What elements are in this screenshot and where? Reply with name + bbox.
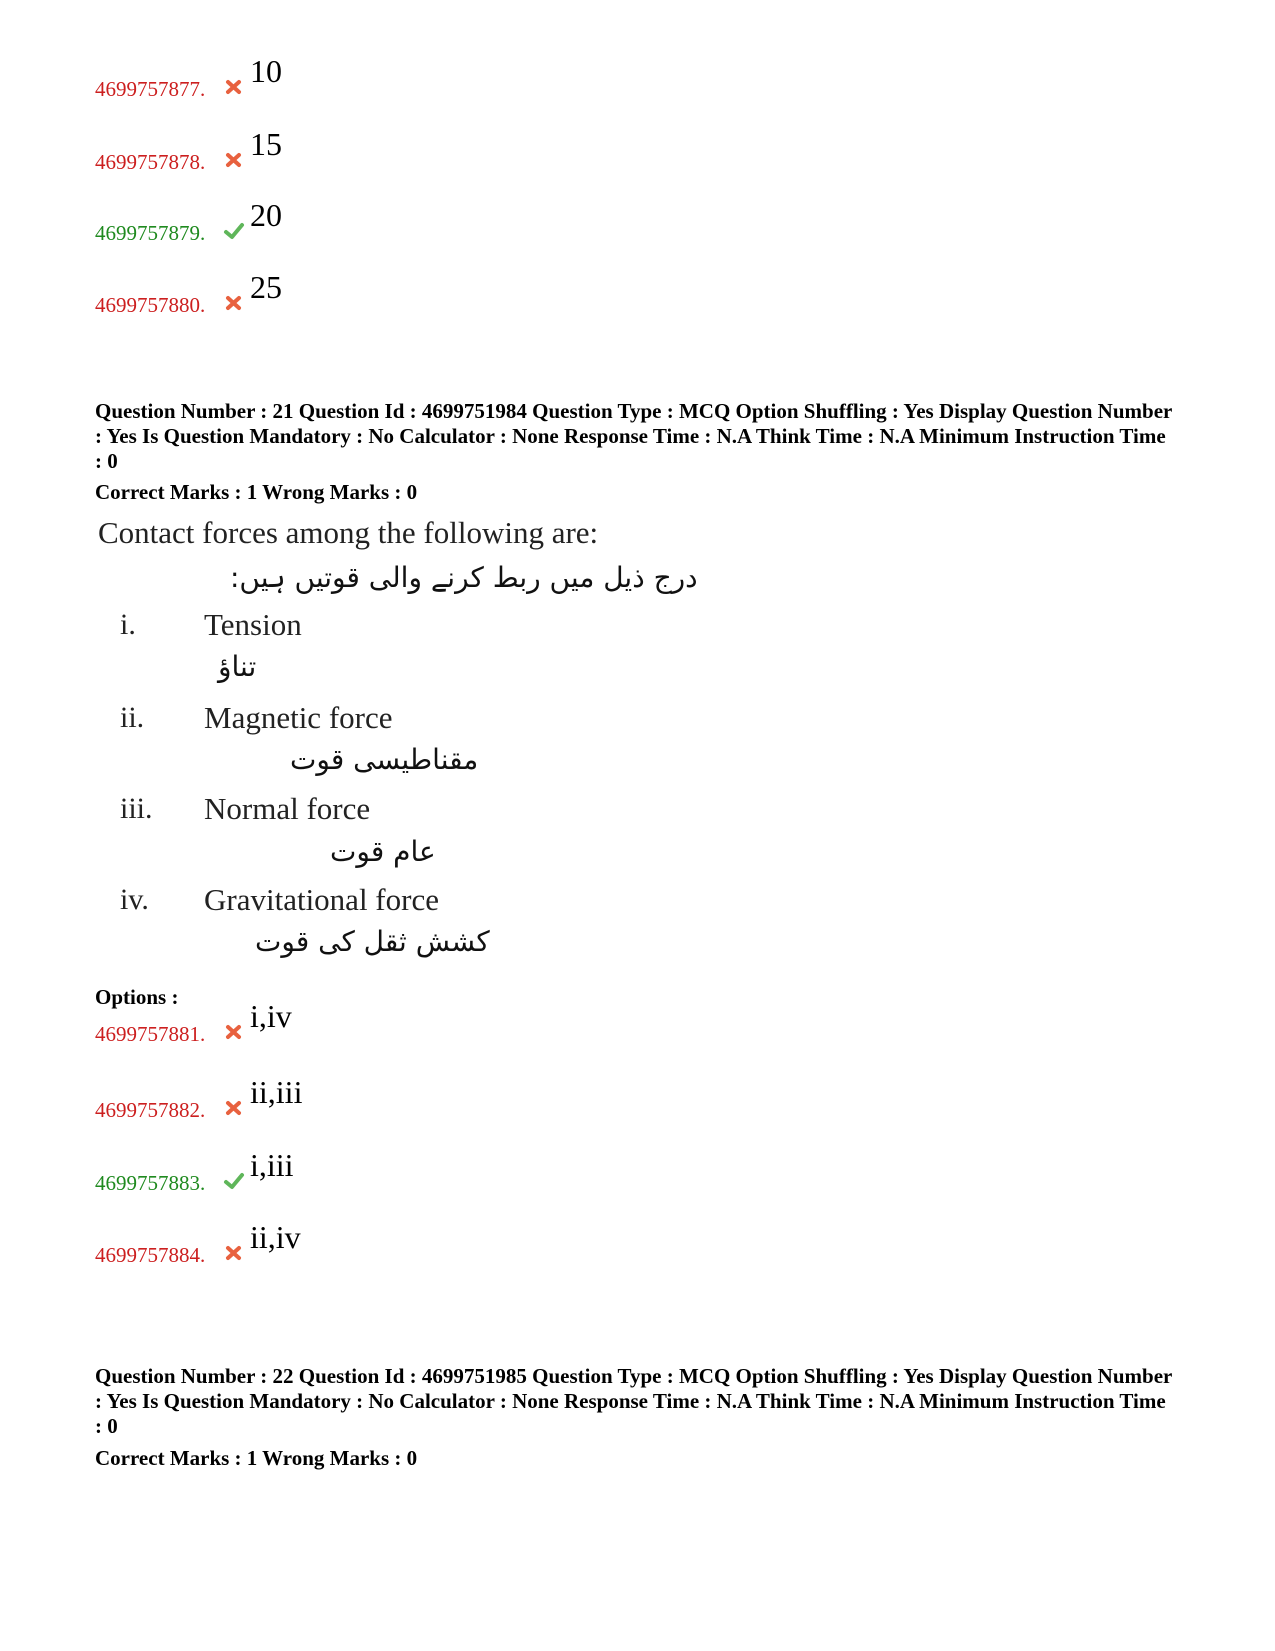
- question-marks: Correct Marks : 1 Wrong Marks : 0: [95, 1446, 418, 1470]
- option-id: 4699757883.: [95, 1171, 206, 1195]
- option-value: i,iii: [250, 1147, 294, 1183]
- item-text: Magnetic force: [204, 700, 393, 735]
- question-header: Question Number : 21 Question Id : 4699751984 Question Type : MCQ Option Shuffling : Yes Display Question Number : Yes Is Question Mandatory : No Calculator : None Response Time : N.A Think Time : N.A Minimum Instruction Time : 0: [95, 399, 1172, 473]
- wrong-cross-icon: [223, 76, 245, 98]
- item-number: iii.: [120, 792, 153, 825]
- question-marks: Correct Marks : 1 Wrong Marks : 0: [95, 480, 418, 504]
- correct-check-icon: [223, 220, 245, 242]
- item-urdu: تناؤ: [218, 650, 257, 683]
- option-id: 4699757879.: [95, 221, 206, 245]
- item-urdu: عام قوت: [330, 835, 436, 868]
- item-urdu: مقناطیسی قوت: [290, 743, 479, 776]
- options-label: Options :: [95, 985, 179, 1009]
- wrong-cross-icon: [223, 292, 245, 314]
- option-id: 4699757882.: [95, 1098, 206, 1122]
- item-text: Normal force: [204, 791, 371, 826]
- option-id: 4699757878.: [95, 150, 206, 174]
- item-text: Tension: [204, 607, 302, 642]
- wrong-cross-icon: [223, 1097, 245, 1119]
- option-id: 4699757877.: [95, 77, 206, 101]
- option-value: 10: [250, 53, 282, 89]
- question-stem-urdu: درج ذیل میں ربط کرنے والی قوتیں ہیں:: [230, 561, 698, 594]
- option-id: 4699757884.: [95, 1243, 206, 1267]
- wrong-cross-icon: [223, 149, 245, 171]
- option-value: i,iv: [250, 998, 292, 1034]
- item-number: ii.: [120, 701, 145, 734]
- item-urdu: کشش ثقل کی قوت: [255, 925, 490, 958]
- question-stem: Contact forces among the following are:: [98, 515, 599, 550]
- wrong-cross-icon: [223, 1021, 245, 1043]
- option-id: 4699757880.: [95, 293, 206, 317]
- correct-check-icon: [223, 1170, 245, 1192]
- option-value: 15: [250, 126, 282, 162]
- item-text: Gravitational force: [204, 882, 439, 917]
- item-number: i.: [120, 608, 136, 641]
- option-value: 20: [250, 197, 282, 233]
- option-id: 4699757881.: [95, 1022, 206, 1046]
- option-value: ii,iv: [250, 1219, 301, 1255]
- question-header: Question Number : 22 Question Id : 4699751985 Question Type : MCQ Option Shuffling : Yes Display Question Number : Yes Is Question Mandatory : No Calculator : None Response Time : N.A Think Time : N.A Minimum Instruction Time : 0: [95, 1364, 1172, 1438]
- item-number: iv.: [120, 883, 149, 916]
- wrong-cross-icon: [223, 1242, 245, 1264]
- option-value: ii,iii: [250, 1074, 303, 1110]
- option-value: 25: [250, 269, 282, 305]
